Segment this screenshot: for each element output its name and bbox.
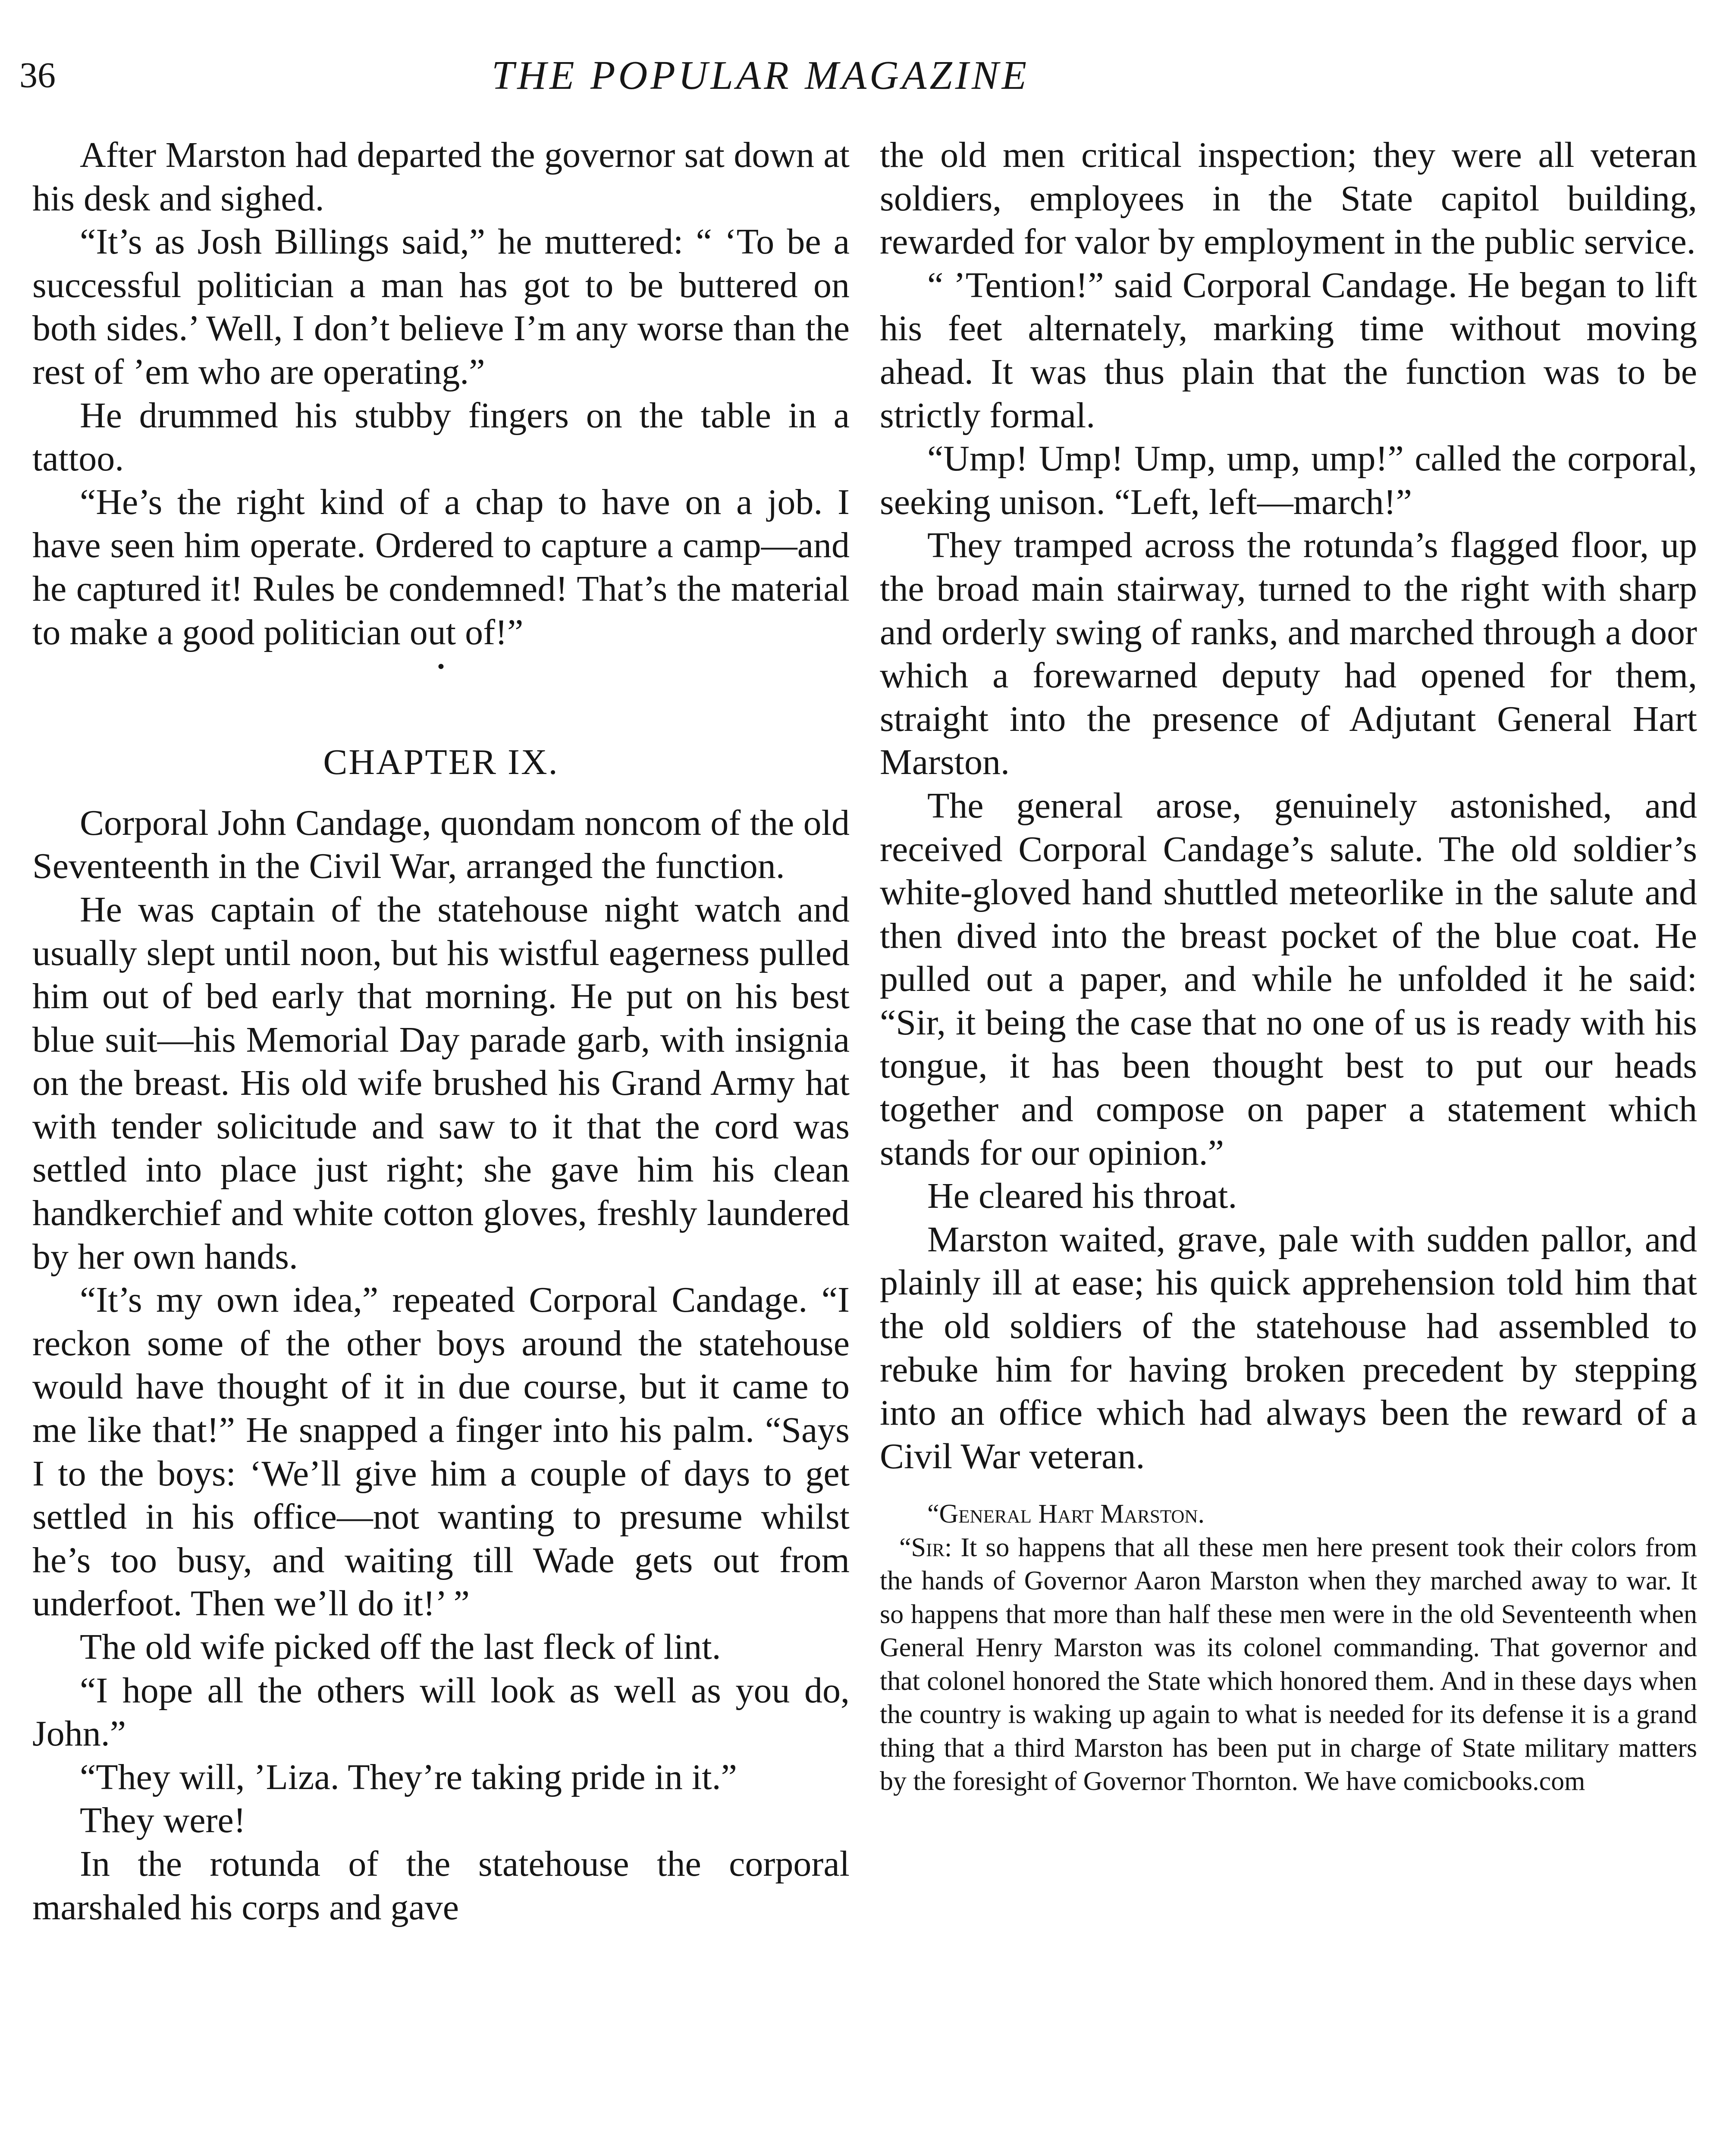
page-header [0, 43, 1726, 108]
letter-addressee: “General Hart Marston. [927, 1499, 1205, 1529]
paragraph: “It’s my own idea,” repeated Corporal Candage. “I reckon some of the other boys around the statehouse would have thought of it in due course, but it came to me like that!” He snapped a finger into his palm. “Says I to the boys: ‘We’ll give him a couple of days to get settled in his office—not wanting to presume whilst he’s too busy, and waiting till Wade gets out from underfoot. Then we’ll do it!’ ” [32, 1280, 850, 1624]
paragraph: After Marston had departed the governor sat down at his desk and sighed. [32, 135, 850, 219]
paragraph: He cleared his throat. [927, 1176, 1237, 1216]
quoted-letter [880, 1498, 1697, 1799]
paragraph: “ ’Tention!” said Corporal Candage. He began to lift his feet alternately, marking time without moving ahead. It was thus plain that the function was to be strictly formal. [880, 265, 1697, 436]
paragraph: He drummed his stubby fingers on the table in a tattoo. [32, 395, 850, 479]
running-title: THE POPULAR MAGAZINE [492, 53, 1030, 98]
paragraph: They were! [80, 1800, 246, 1841]
paragraph: He was captain of the statehouse night watch and usually slept until noon, but his wistful eagerness pulled him out of bed early that morning. He put on his best blue suit—his Memorial Day parade garb, with insignia on the breast. His old wife brushed his Grand Army hat with tender solicitude and saw to it that the cord was settled into place just right; she gave him his clean handkerchief and white cotton gloves, freshly laundered by her own hands. [32, 889, 850, 1277]
paragraph: “He’s the right kind of a chap to have on a job. I have seen him operate. Ordered to capture a camp—and he captured it! Rules be condemned! That’s the material to make a good politician out of!” [32, 482, 850, 652]
letter-body [880, 1531, 1697, 1799]
paragraph: “I hope all the others will look as well as you do, John.” [32, 1670, 850, 1754]
letter-salutation: “Sir: [899, 1532, 952, 1562]
left-column [32, 134, 850, 1929]
paragraph: “Ump! Ump! Ump, ump, ump!” called the corporal, seeking unison. “Left, left—march!” [880, 439, 1697, 522]
paragraph: They tramped across the rotunda’s flagged floor, up the broad main stairway, turned to the right with sharp and orderly swing of ranks, and marched through a door which a forewarned deputy had opened for them, straight into the presence of Adjutant General Hart Marston. [880, 525, 1697, 783]
paragraph: Marston waited, grave, pale with sudden pallor, and plainly ill at ease; his quick apprehension told him that the old soldiers of the statehouse had assembled to rebuke him for having broken precedent by stepping into an office which had always been the reward of a Civil War veteran. [880, 1219, 1697, 1476]
paragraph: the old men critical inspection; they were all veteran soldiers, employees in the State capitol building, rewarded for valor by employment in the public service. [880, 135, 1697, 262]
page-number: 36 [19, 55, 56, 95]
right-column [880, 134, 1697, 1799]
paragraph: “It’s as Josh Billings said,” he muttered: “ ‘To be a successful politician a man has got to be buttered on both sides.’ Well, I don’t believe I’m any worse than the rest of ’em who are operating.” [32, 222, 850, 392]
paragraph: Corporal John Candage, quondam noncom of the old Seventeenth in the Civil War, arranged the function. [32, 802, 850, 887]
paragraph: In the rotunda of the statehouse the corporal marshaled his corps and gave [32, 1843, 850, 1927]
paragraph: “They will, ’Liza. They’re taking pride in it.” [80, 1757, 737, 1797]
letter-text: It so happens that all these men here present took their colors from the hands of Governor Aaron Marston when they marched away to war. It so happens that more than half these men were in the old Seventeenth when General Henry Marston was its colonel commanding. That governor and that colonel honored the State which honored them. And in these days when the country is waking up again to what is needed for its defense it is a grand thing that a third Marston has been put in charge of State military matters by the foresight of Governor Thornton. We have comicbooks.com [880, 1532, 1698, 1796]
paragraph: The old wife picked off the last fleck of lint. [80, 1627, 721, 1667]
chapter-heading: CHAPTER IX. [323, 742, 559, 783]
section-ornament: • [437, 654, 445, 679]
paragraph: The general arose, genuinely astonished, and received Corporal Candage’s salute. The old soldier’s white-gloved hand shuttled meteorlike in the salute and then dived into the breast pocket of the blue coat. He pulled out a paper, and while he unfolded it he said: “Sir, it being the case that no one of us is ready with his tongue, it has been thought best to put our heads together and compose on paper a statement which stands for our opinion.” [880, 785, 1697, 1173]
